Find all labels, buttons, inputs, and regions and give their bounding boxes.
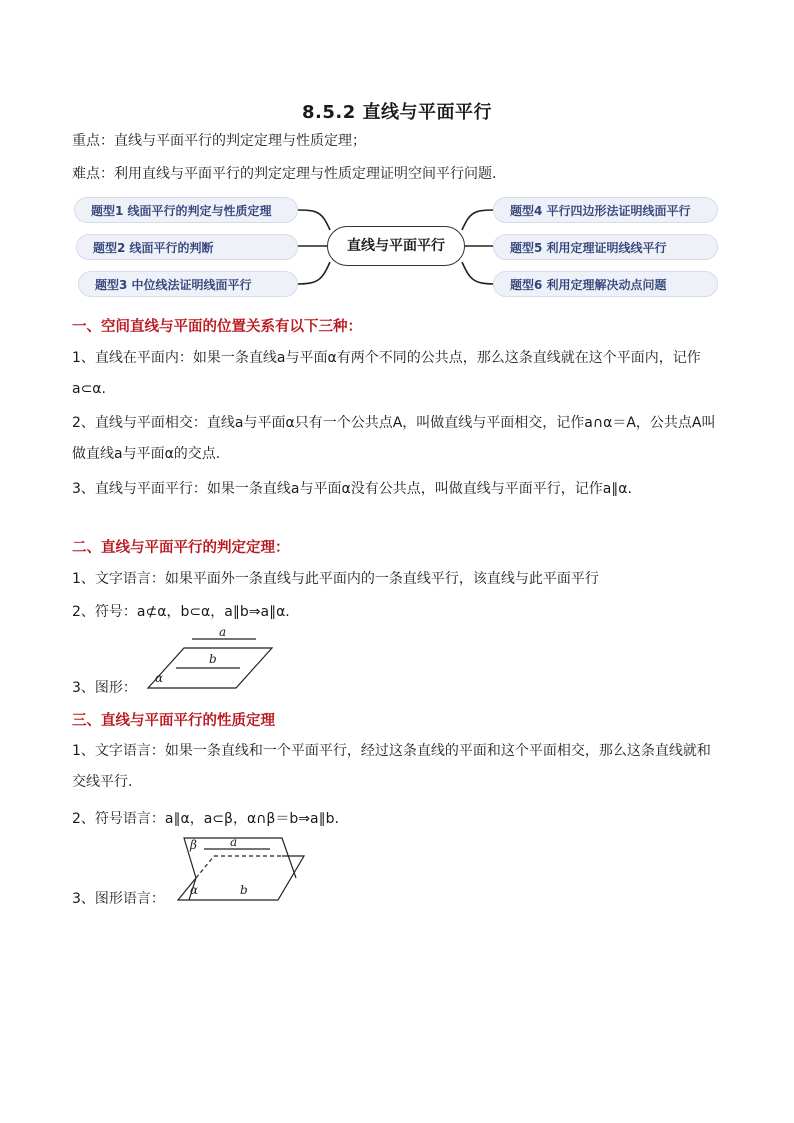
section1-paragraph-3: 3、直线与平面平行：如果一条直线a与平面α没有公共点，叫做直线与平面平行，记作a∥α.	[72, 481, 632, 497]
mindmap-right-item-4: 题型4 平行四边形法证明线面平行	[493, 197, 718, 223]
key-point-line: 重点：直线与平面平行的判定定理与性质定理；	[72, 133, 366, 149]
mindmap-left-item-1: 题型1 线面平行的判定与性质定理	[74, 197, 298, 223]
mindmap-right-item-5: 题型5 利用定理证明线线平行	[493, 234, 718, 260]
mindmap-center: 直线与平面平行	[327, 226, 465, 266]
page-title: 8.5.2 直线与平面平行	[301, 102, 492, 123]
line-b-label: b	[240, 883, 248, 897]
section3-paragraph-1: 1、文字语言：如果一条直线和一个平面平行，经过这条直线的平面和这个平面相交，那么这条直线就和交线平行.	[72, 743, 711, 790]
section3-paragraph-3: 3、图形语言：	[72, 891, 165, 907]
plane-alpha-label: α	[155, 671, 164, 685]
judgment-theorem-figure	[140, 622, 280, 692]
plane-alpha-label: α	[190, 883, 199, 897]
section3-paragraph-2: 2、符号语言：a∥α，a⊂β，α∩β＝b⇒a∥b.	[72, 811, 339, 827]
line-b-label: b	[209, 652, 217, 666]
plane-beta-label: β	[190, 838, 197, 852]
section2-paragraph-2: 2、符号：a⊄α，b⊂α，a∥b⇒a∥α.	[72, 604, 290, 620]
section3-heading: 三、直线与平面平行的性质定理	[72, 713, 275, 729]
section1-paragraph-2: 2、直线与平面相交：直线a与平面α只有一个公共点A，叫做直线与平面相交，记作a∩α＝A，公共点A叫做直线a与平面α的交点.	[72, 415, 716, 462]
section2-paragraph-3: 3、图形：	[72, 680, 137, 696]
mindmap-left-item-3: 题型3 中位线法证明线面平行	[78, 271, 298, 297]
section1-paragraph-1: 1、直线在平面内：如果一条直线a与平面α有两个不同的公共点，那么这条直线就在这个平面内，记作a⊂α.	[72, 350, 701, 397]
mindmap-right-item-6: 题型6 利用定理解决动点问题	[493, 271, 718, 297]
section2-paragraph-1: 1、文字语言：如果平面外一条直线与此平面内的一条直线平行，该直线与此平面平行	[72, 571, 599, 587]
section2-heading: 二、直线与平面平行的判定定理：	[72, 540, 290, 556]
property-theorem-figure	[174, 832, 314, 904]
line-a-label: a	[230, 835, 238, 849]
section1-heading: 一、空间直线与平面的位置关系有以下三种：	[72, 319, 362, 335]
mindmap-left-item-2: 题型2 线面平行的判断	[76, 234, 298, 260]
difficulty-line: 难点：利用直线与平面平行的判定定理与性质定理证明空间平行问题.	[72, 166, 497, 182]
line-a-label: a	[219, 625, 227, 639]
